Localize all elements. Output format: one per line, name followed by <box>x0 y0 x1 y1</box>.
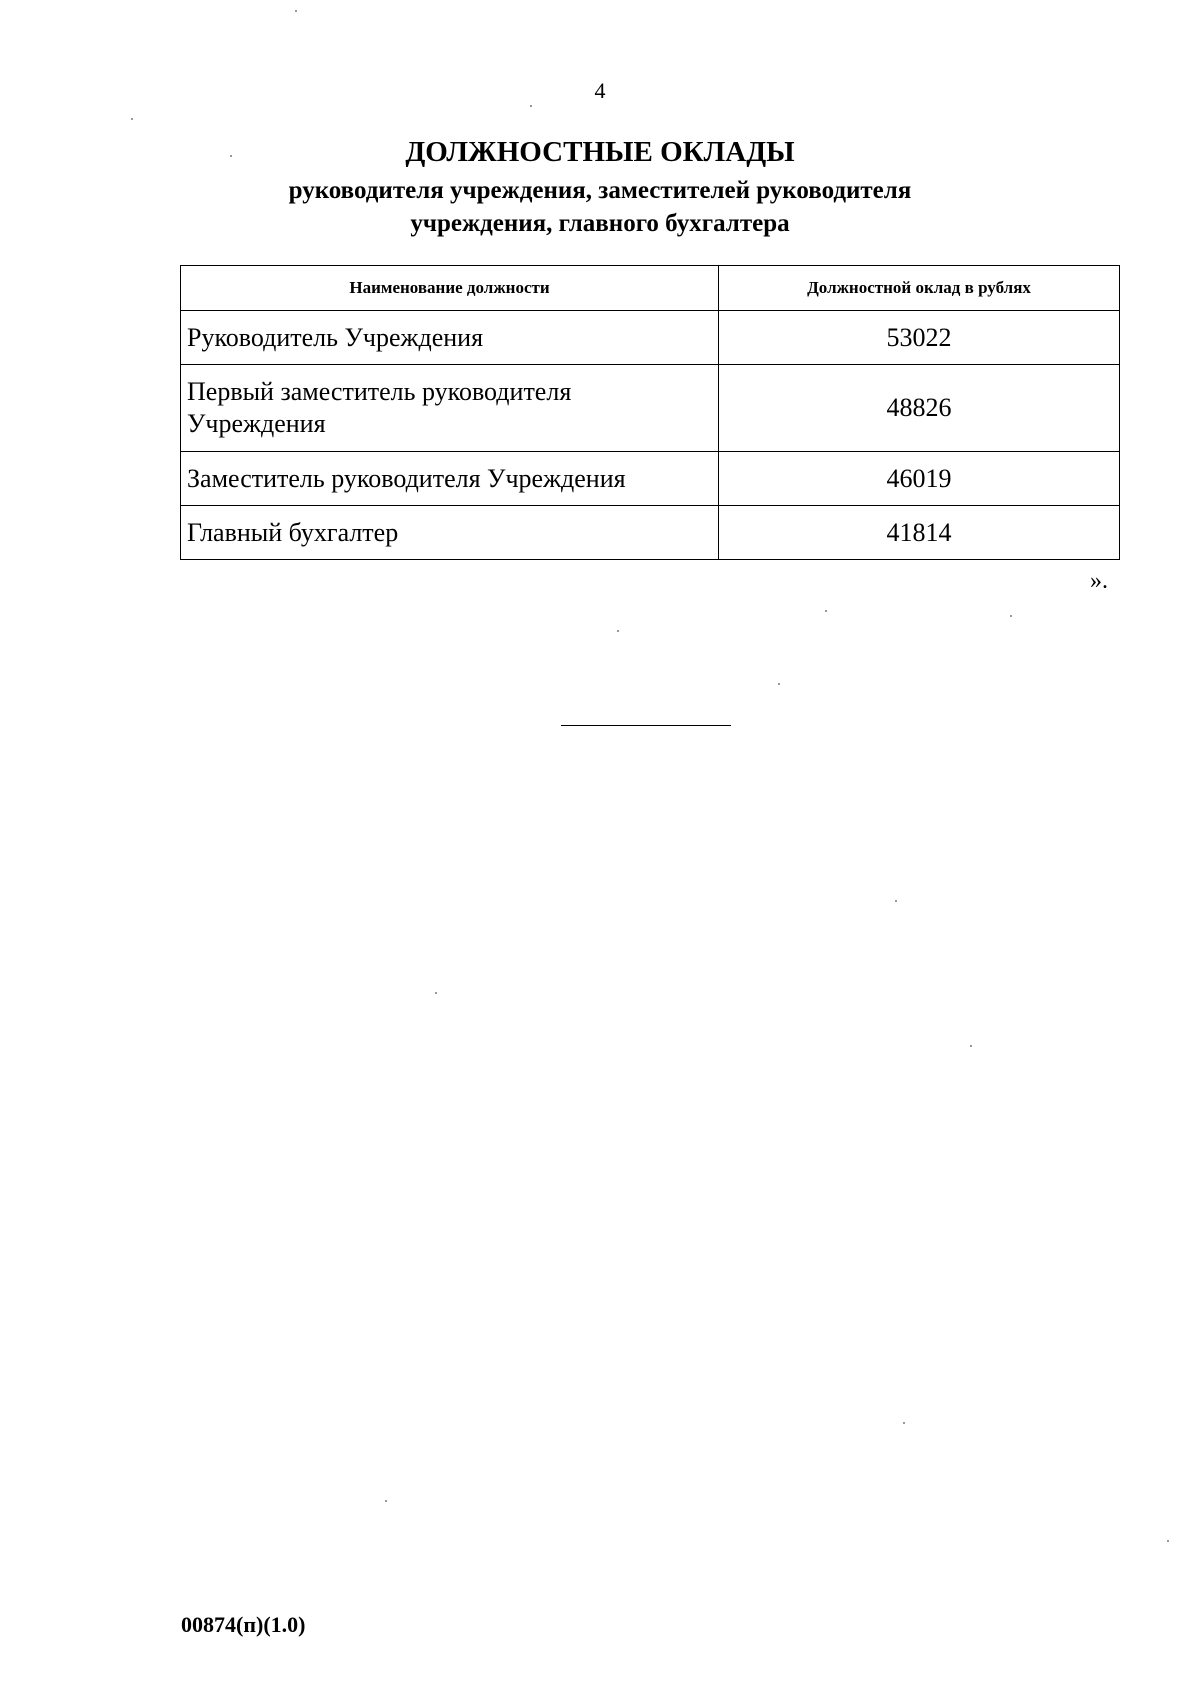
scan-speck <box>131 118 133 120</box>
position-cell: Главный бухгалтер <box>181 506 719 560</box>
scan-speck <box>895 900 897 902</box>
scan-speck <box>435 992 437 994</box>
document-title: ДОЛЖНОСТНЫЕ ОКЛАДЫ <box>405 136 795 168</box>
document-code: 00874(п)(1.0) <box>181 1612 306 1637</box>
closing-quote: ». <box>1090 568 1108 594</box>
scan-speck <box>385 1500 387 1502</box>
scan-speck <box>1167 1540 1169 1542</box>
position-cell: Заместитель руководителя Учреждения <box>181 452 719 506</box>
scan-speck <box>970 1045 972 1047</box>
scan-speck <box>295 10 297 12</box>
table-row <box>181 365 1120 452</box>
salary-table <box>180 265 1120 560</box>
separator-line <box>561 725 731 726</box>
scan-speck <box>903 1422 905 1424</box>
table-header-row <box>181 266 1120 311</box>
scan-speck <box>825 610 827 612</box>
position-cell: Руководитель Учреждения <box>181 311 719 365</box>
salary-cell: 41814 <box>719 506 1120 560</box>
scan-speck <box>530 105 532 107</box>
scan-speck <box>230 155 232 157</box>
salary-cell: 48826 <box>719 365 1120 452</box>
document-subtitle-line-2: учреждения, главного бухгалтера <box>410 210 790 237</box>
salary-cell: 53022 <box>719 311 1120 365</box>
salary-cell: 46019 <box>719 452 1120 506</box>
column-header-salary: Должностной оклад в рублях <box>719 266 1120 311</box>
column-header-position: Наименование должности <box>181 266 719 311</box>
scan-speck <box>617 630 619 632</box>
document-subtitle-line-1: руководителя учреждения, заместителей руководителя <box>288 177 912 204</box>
table-row <box>181 506 1120 560</box>
position-cell: Первый заместитель руководителя Учреждения <box>181 365 719 452</box>
page-number: 4 <box>594 78 606 103</box>
table-row <box>181 452 1120 506</box>
table-row <box>181 311 1120 365</box>
scan-speck <box>778 683 780 685</box>
scan-speck <box>1010 615 1012 617</box>
